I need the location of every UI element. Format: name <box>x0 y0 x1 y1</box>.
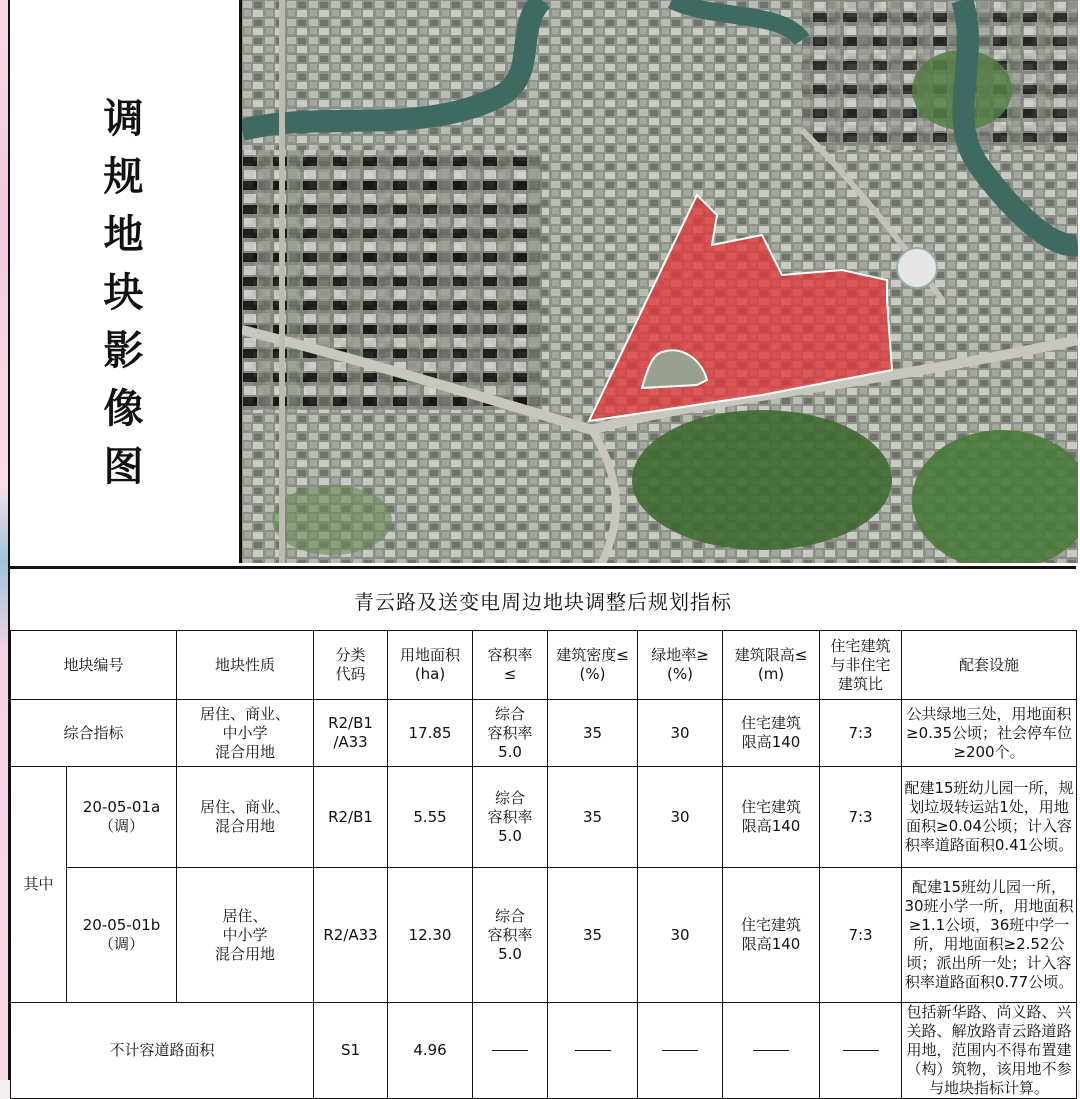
title-char: 像 <box>103 385 146 432</box>
cell-far: 综合 容积率 5.0 <box>473 767 548 868</box>
table-row-total <box>11 700 1077 767</box>
cell-density: 35 <box>548 868 638 1003</box>
cell-qizhong: 其中 <box>11 767 67 1003</box>
cell-label: 20-05-01b （调） <box>67 868 177 1003</box>
cell-height-empty <box>723 1003 820 1099</box>
cell-land-use: 居住、 中小学 混合用地 <box>177 868 314 1003</box>
cell-land-use: 居住、商业、 混合用地 <box>177 767 314 868</box>
satellite-image <box>242 0 1078 563</box>
cell-area: 4.96 <box>388 1003 473 1099</box>
cell-height: 住宅建筑 限高140 <box>723 868 820 1003</box>
cell-green: 30 <box>638 700 723 767</box>
cell-land-use: 居住、商业、 中小学 混合用地 <box>177 700 314 767</box>
header-row <box>11 631 1077 700</box>
cell-far: 综合 容积率 5.0 <box>473 700 548 767</box>
header-density: 建筑密度≤ (%) <box>548 631 638 700</box>
cell-label: 综合指标 <box>11 700 177 767</box>
cell-area: 12.30 <box>388 868 473 1003</box>
planning-index-table <box>10 630 1077 1099</box>
header-land-use: 地块性质 <box>177 631 314 700</box>
dash-mark <box>575 1050 611 1051</box>
cell-green: 30 <box>638 767 723 868</box>
cell-density: 35 <box>548 767 638 868</box>
cell-green: 30 <box>638 868 723 1003</box>
dash-mark <box>662 1050 698 1051</box>
cell-area: 17.85 <box>388 700 473 767</box>
title-char: 块 <box>103 269 146 316</box>
header-green: 绿地率≥ (%) <box>638 631 723 700</box>
header-code: 分类 代码 <box>314 631 388 700</box>
cell-facilities: 配建15班幼儿园一所，30班小学一所，用地面积≥1.1公顷，36班中学一所，用地面积≥2.52公顷；派出所一处；计入容积率道路面积0.77公顷。 <box>902 868 1077 1003</box>
cell-ratio-empty <box>820 1003 902 1099</box>
cell-code: R2/B1 /A33 <box>314 700 388 767</box>
header-area: 用地面积 (ha) <box>388 631 473 700</box>
cell-far: 综合 容积率 5.0 <box>473 868 548 1003</box>
cell-ratio: 7:3 <box>820 700 902 767</box>
header-facilities: 配套设施 <box>902 631 1077 700</box>
cell-facilities: 配建15班幼儿园一所，规划垃圾转运站1处，用地面积≥0.04公顷；计入容积率道路面积0.41公顷。 <box>902 767 1077 868</box>
hill-vegetation <box>632 410 892 550</box>
title-char: 地 <box>103 211 146 258</box>
header-parcel-no: 地块编号 <box>11 631 177 700</box>
table-row-20-05-01a <box>11 767 1077 868</box>
title-char: 规 <box>103 153 146 200</box>
cell-code: R2/B1 <box>314 767 388 868</box>
title-char: 图 <box>103 443 146 490</box>
cell-area: 5.55 <box>388 767 473 868</box>
cell-facilities: 包括新华路、尚义路、兴关路、解放路青云路道路用地，范围内不得布置建（构）筑物，该用地不参与地块指标计算。 <box>902 1003 1077 1099</box>
header-far: 容积率 ≤ <box>473 631 548 700</box>
dash-mark <box>753 1050 789 1051</box>
title-char: 影 <box>103 327 146 374</box>
table-row-road <box>11 1003 1077 1099</box>
cell-density: 35 <box>548 700 638 767</box>
cell-ratio: 7:3 <box>820 868 902 1003</box>
title-panel <box>10 0 242 563</box>
cell-height: 住宅建筑 限高140 <box>723 767 820 868</box>
vertical-title <box>10 90 239 496</box>
header-ratio: 住宅建筑 与非住宅 建筑比 <box>820 631 902 700</box>
cell-code: S1 <box>314 1003 388 1099</box>
cell-code: R2/A33 <box>314 868 388 1003</box>
dash-mark <box>492 1050 528 1051</box>
cell-green-empty <box>638 1003 723 1099</box>
title-char: 调 <box>103 95 146 142</box>
header-height: 建筑限高≤ (m) <box>723 631 820 700</box>
table-row-20-05-01b <box>11 868 1077 1003</box>
dash-mark <box>843 1050 879 1051</box>
cell-far-empty <box>473 1003 548 1099</box>
cell-height: 住宅建筑 限高140 <box>723 700 820 767</box>
cell-label: 不计容道路面积 <box>11 1003 314 1099</box>
cell-facilities: 公共绿地三处，用地面积≥0.35公顷；社会停车位≥200个。 <box>902 700 1077 767</box>
table-title: 青云路及送变电周边地块调整后规划指标 <box>10 566 1076 633</box>
cell-label: 20-05-01a （调） <box>67 767 177 868</box>
cell-ratio: 7:3 <box>820 767 902 868</box>
cell-density-empty <box>548 1003 638 1099</box>
